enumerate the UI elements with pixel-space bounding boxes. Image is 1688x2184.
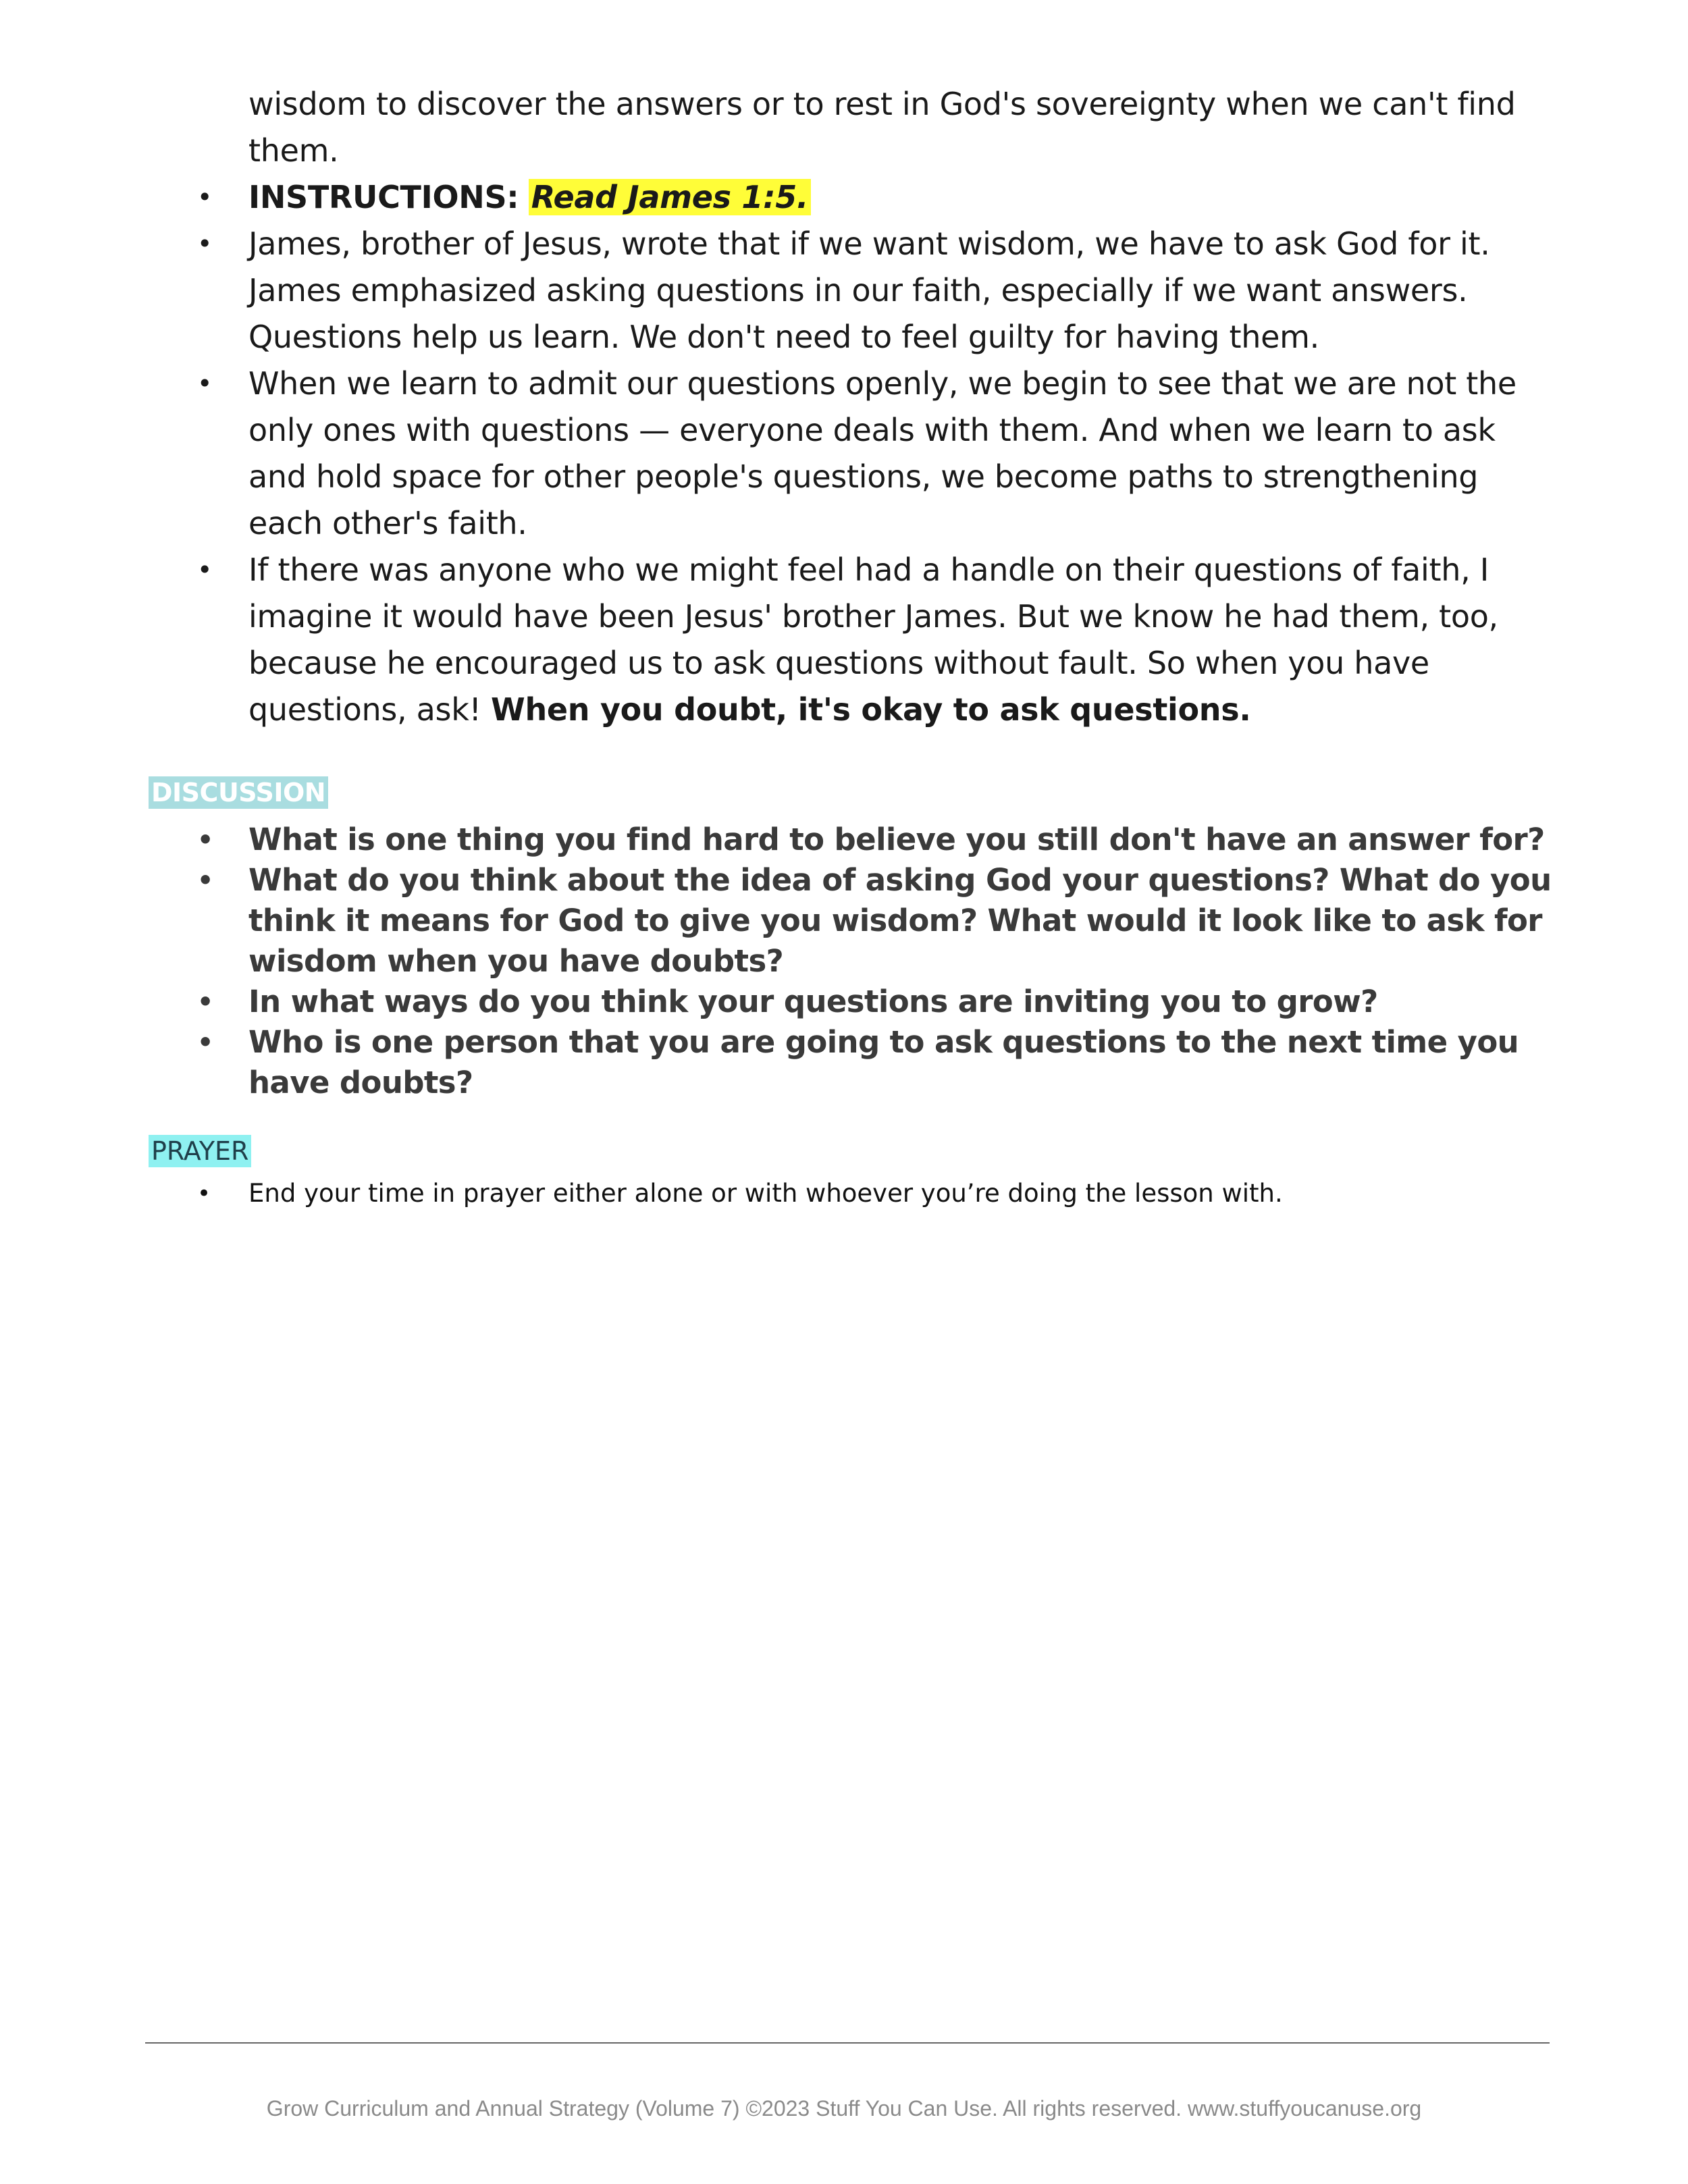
question-text: Who is one person that you are going to ask questions to the next time you have doubts? <box>248 1024 1519 1100</box>
closing-bold-text: When you doubt, it's okay to ask questions. <box>491 691 1251 728</box>
bullet-icon: • <box>197 1180 211 1207</box>
question-text: What do you think about the idea of asking God your questions? What do you think it means for God to give you wisdom? What would it look like to ask for wisdom when you have doubts? <box>248 862 1552 979</box>
continuation-text: wisdom to discover the answers or to rest in God's sovereignty when we can't find them. <box>248 86 1516 169</box>
list-item <box>149 547 1553 733</box>
lesson-bullet-list <box>149 174 1553 733</box>
prayer-list <box>149 1177 1553 1210</box>
discussion-question <box>149 860 1553 982</box>
bullet-icon: • <box>197 1028 213 1057</box>
footer-copyright: Grow Curriculum and Annual Strategy (Volume 7) ©2023 Stuff You Can Use. All rights reserved. www.stuffyoucanuse.org <box>266 2096 1422 2121</box>
paragraph-text: James, brother of Jesus, wrote that if we want wisdom, we have to ask God for it. James emphasized asking questions in our faith, especially if we want answers. Questions help us learn. We don't need to feel guilty for having them. <box>248 225 1490 355</box>
list-item <box>149 221 1553 361</box>
bullet-icon: • <box>197 987 213 1017</box>
discussion-question <box>149 1022 1553 1103</box>
prayer-section <box>149 1177 1553 1210</box>
bullet-icon: • <box>197 229 213 259</box>
question-text: In what ways do you think your questions are inviting you to grow? <box>248 984 1378 1019</box>
discussion-heading: DISCUSSION <box>149 776 328 809</box>
paragraph-text: If there was anyone who we might feel had a handle on their questions of faith, I imagine it would have been Jesus' brother James. But we know he had them, too, because he encouraged us to ask questions without fault. So when you have questions, ask! <box>248 552 1498 728</box>
scripture-reference: Read James 1:5. <box>529 179 811 215</box>
prayer-heading: PRAYER <box>149 1135 251 1167</box>
list-item-instructions <box>149 174 1553 221</box>
paragraph-text: When we learn to admit our questions openly, we begin to see that we are not the only ones with questions — everyone deals with them. And when we learn to ask and hold space for other people's questions, we become paths to strengthening each other's faith. <box>248 365 1516 541</box>
list-item <box>149 361 1553 547</box>
bullet-icon: • <box>197 369 213 398</box>
discussion-section <box>149 820 1553 1103</box>
prayer-text: End your time in prayer either alone or with whoever you’re doing the lesson with. <box>248 1179 1283 1208</box>
footer-divider <box>145 2042 1550 2044</box>
bullet-icon: • <box>197 182 213 212</box>
discussion-question <box>149 820 1553 860</box>
prayer-item <box>149 1177 1553 1210</box>
bullet-icon: • <box>197 865 213 895</box>
discussion-question-list <box>149 820 1553 1103</box>
bullet-icon: • <box>197 825 213 855</box>
lesson-body <box>149 81 1553 733</box>
bullet-icon: • <box>197 555 213 585</box>
question-text: What is one thing you find hard to believe you still don't have an answer for? <box>248 822 1545 857</box>
discussion-question <box>149 982 1553 1022</box>
instructions-label: INSTRUCTIONS: <box>248 179 519 215</box>
